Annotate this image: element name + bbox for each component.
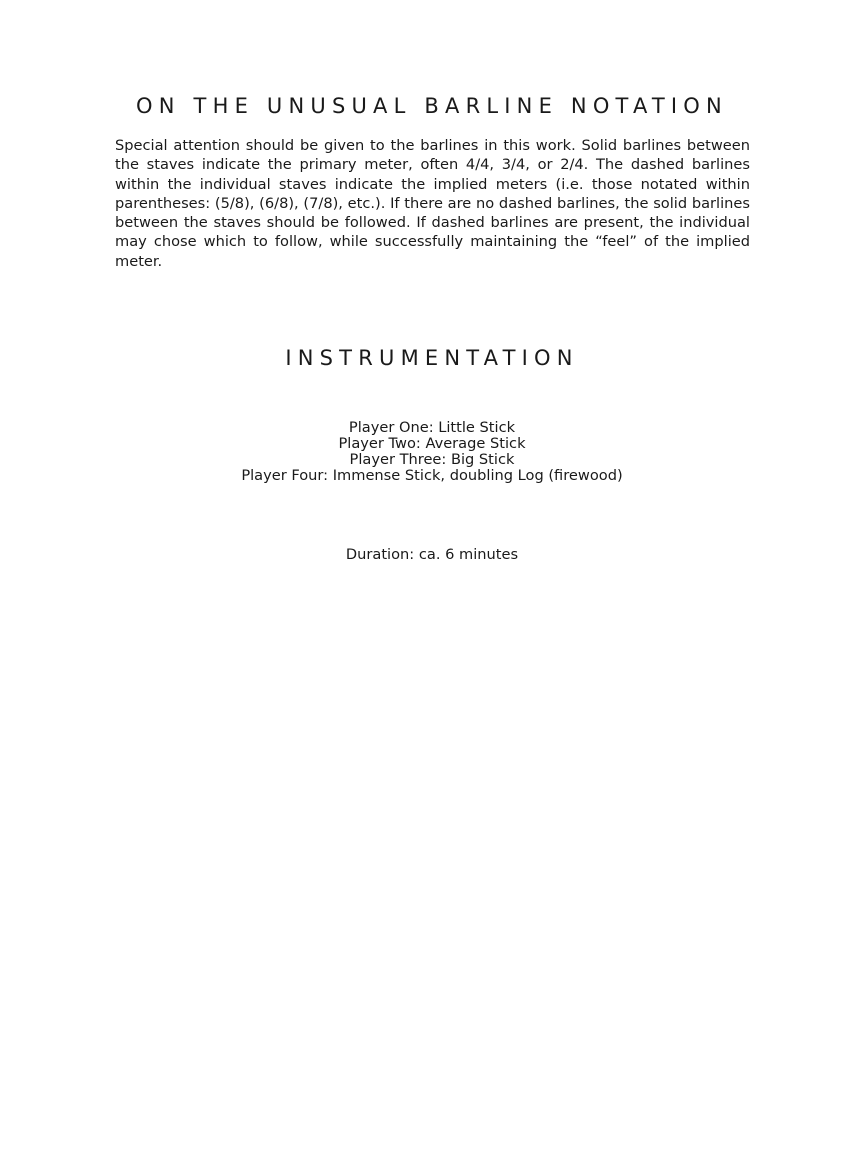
barline-notation-paragraph: Special attention should be given to the barlines in this work. Solid barlines between the staves indicate the primary meter, often 4/4, 3/4, or 2/4. The dashed barlines within the individual staves indicate the implied meters (i.e. those notated within parentheses: (5/8), (6/8), (7/8), etc.). If there are no dashed barlines, the solid barlines between the staves should be followed. If dashed barlines are present, the individual may chose which to follow, while successfully maintaining the “feel” of the implied meter.	[115, 137, 750, 270]
duration-text: Duration: ca. 6 minutes	[345, 546, 519, 563]
player-three-line: Player Three: Big Stick	[349, 451, 515, 468]
instrumentation-list	[0, 420, 864, 484]
barline-notation-heading: ON THE UNUSUAL BARLINE NOTATION	[136, 94, 728, 118]
player-two-line: Player Two: Average Stick	[338, 435, 526, 452]
player-one-line: Player One: Little Stick	[348, 419, 516, 436]
instrumentation-heading: INSTRUMENTATION	[285, 346, 579, 370]
player-four-line: Player Four: Immense Stick, doubling Log (firewood)	[241, 467, 623, 484]
